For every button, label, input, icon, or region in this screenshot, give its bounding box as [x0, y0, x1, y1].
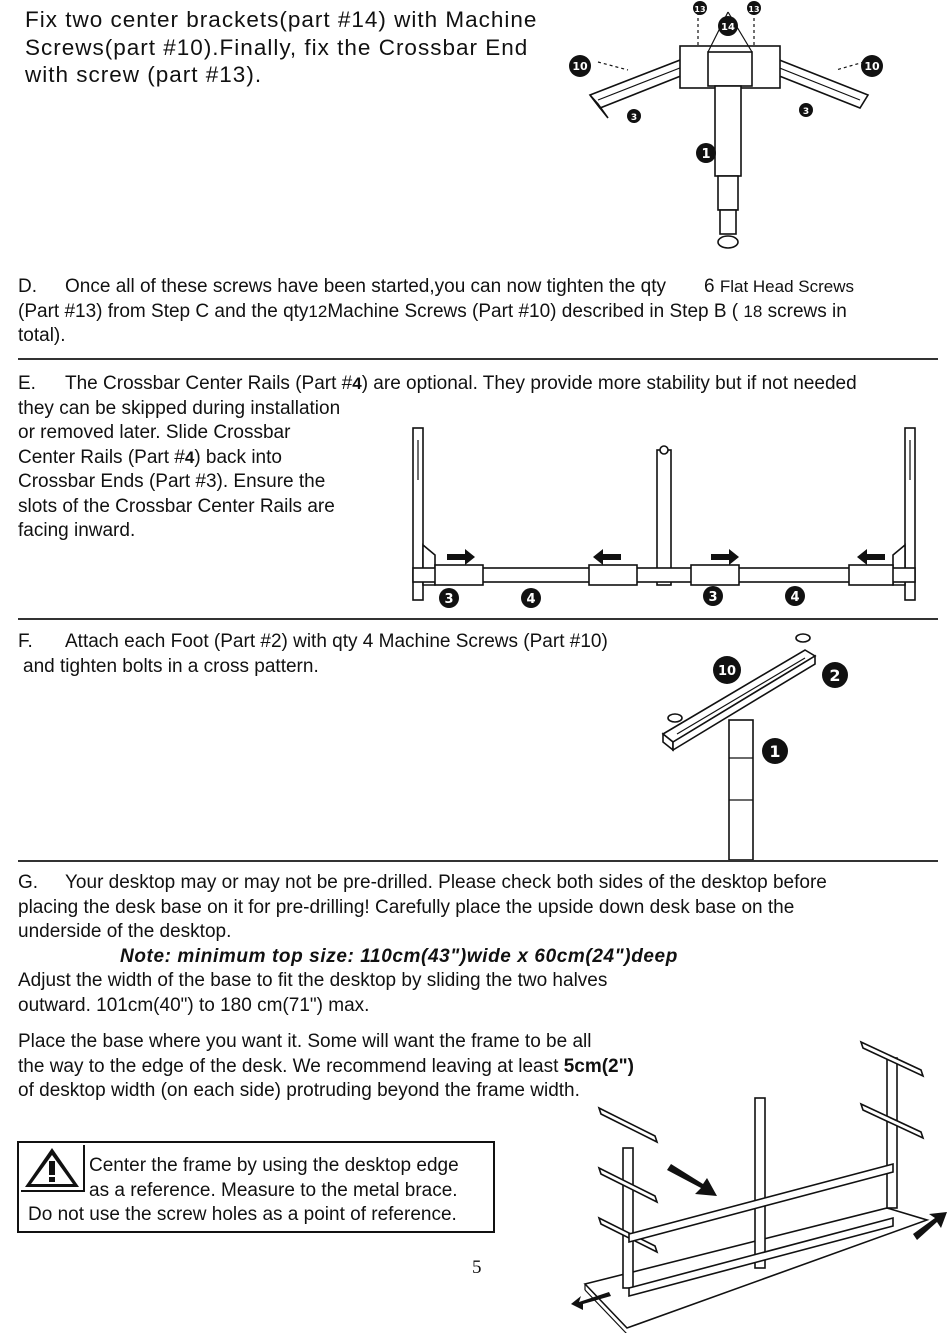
- step-e-line-2: they can be skipped during installation: [18, 397, 341, 419]
- warning-line-1: Center the frame by using the desktop edge: [89, 1155, 459, 1176]
- step-e-line-4b: ) back into: [194, 446, 282, 468]
- step-d-line-2b: Machine Screws (Part #10) described in Step B (: [327, 300, 739, 322]
- step-g-line-7-bold: 5cm(2"): [563, 1055, 634, 1077]
- crossbar-rails-diagram: [405, 420, 930, 610]
- step-f-line-2: and tighten bolts in a cross pattern.: [23, 655, 319, 677]
- step-d-flat-head-label: Flat Head Screws: [719, 277, 854, 296]
- step-e-line-1b: ) are optional. They provide more stability but if not needed: [361, 373, 857, 394]
- step-e-line-5: Crossbar Ends (Part #3). Ensure the: [18, 471, 326, 492]
- warning-line-3: Do not use the screw holes as a point of reference.: [28, 1204, 457, 1225]
- step-d-line-2a: (Part #13) from Step C and the qty: [18, 300, 309, 322]
- badge-3-right: 3: [802, 107, 810, 117]
- step-e-part-4: 4: [352, 374, 362, 393]
- step-e-letter: E.: [18, 373, 36, 394]
- badge-3-left: 3: [630, 113, 638, 123]
- divider-e-f: [18, 618, 938, 620]
- step-d-line-2c: screws in: [767, 300, 847, 322]
- step-d-qty-total: 18: [743, 301, 763, 321]
- divider-d-e: [18, 358, 938, 360]
- intro-text: [25, 6, 537, 89]
- step-g-line-4: Adjust the width of the base to fit the desktop by sliding the two halves: [18, 970, 608, 991]
- badge-10-right: 10: [864, 60, 880, 73]
- badge-13-left: 13: [694, 5, 706, 14]
- page-number: 5: [472, 1257, 482, 1278]
- step-d-line-1: Once all of these screws have been started,you can now tighten the qty: [65, 276, 666, 297]
- badge-1-foot: 1: [769, 742, 781, 761]
- step-e-line-6: slots of the Crossbar Center Rails are: [18, 495, 335, 517]
- badge-10-left: 10: [572, 60, 588, 73]
- step-d-qty-machine: 12: [308, 301, 328, 321]
- center-bracket-diagram: [568, 0, 898, 255]
- warning-line-2: as a reference. Measure to the metal brace.: [89, 1180, 458, 1201]
- step-e-line-7: facing inward.: [18, 520, 136, 541]
- step-f: [18, 630, 608, 679]
- badge-13-right: 13: [748, 5, 760, 14]
- badge-4-rail-right: 4: [790, 590, 800, 605]
- intro-line-3: with screw (part #13).: [25, 62, 263, 87]
- intro-line-2: Screws(part #10).Finally, fix the Crossbar End: [25, 34, 529, 60]
- step-g-line-6: Place the base where you want it. Some will want the frame to be all: [18, 1031, 592, 1052]
- step-g-line-2: placing the desk base on it for pre-drilling! Carefully place the upside down desk base on the: [18, 896, 795, 918]
- badge-14: 14: [721, 22, 735, 33]
- step-d-line-3: total).: [18, 325, 66, 346]
- step-f-letter: F.: [18, 631, 33, 652]
- step-g-note: Note: minimum top size: 110cm(43")wide x 60cm(24")deep: [120, 945, 678, 967]
- badge-4-rail-left: 4: [526, 592, 536, 607]
- step-g-letter: G.: [18, 872, 39, 893]
- badge-2-foot: 2: [829, 666, 841, 685]
- step-g-placement: [18, 1030, 634, 1104]
- step-e-line-3: or removed later. Slide Crossbar: [18, 422, 291, 443]
- step-g-line-5-num: 71: [288, 994, 310, 1016]
- warning-triangle-icon: [21, 1145, 85, 1192]
- step-f-line-1: Attach each Foot (Part #2) with qty 4 Machine Screws (Part #10): [65, 631, 608, 652]
- step-g-line-7a: the way to the edge of the desk. We recommend leaving at least: [18, 1055, 559, 1077]
- step-d-letter: D.: [18, 276, 37, 297]
- step-d-qty-flat-head: 6: [703, 276, 715, 297]
- step-g-line-3: underside of the desktop.: [18, 921, 232, 942]
- warning-box: [17, 1141, 495, 1233]
- step-e-part-4b: 4: [184, 447, 195, 467]
- step-g: [18, 871, 827, 1018]
- badge-1: 1: [701, 147, 711, 162]
- frame-on-desktop-diagram: [575, 1038, 945, 1333]
- badge-3-rail-left: 3: [444, 592, 454, 607]
- foot-attachment-diagram: [655, 628, 860, 860]
- divider-f-g: [18, 860, 938, 862]
- step-g-line-8: of desktop width (on each side) protruding beyond the frame width.: [18, 1080, 580, 1101]
- intro-line-1: Fix two center brackets(part #14) with Machine: [25, 7, 538, 32]
- step-d: [18, 275, 854, 349]
- badge-3-rail-right: 3: [708, 590, 718, 605]
- step-e-line-1a: The Crossbar Center Rails (Part #: [65, 373, 353, 394]
- badge-10-foot: 10: [717, 664, 737, 679]
- step-g-line-5a: outward. 101cm(40") to 180 cm(: [18, 994, 289, 1016]
- step-g-line-5b: ") max.: [309, 994, 370, 1016]
- step-g-line-1: Your desktop may or may not be pre-drilled. Please check both sides of the desktop before: [65, 872, 827, 893]
- step-e-line-4a: Center Rails (Part #: [18, 446, 185, 468]
